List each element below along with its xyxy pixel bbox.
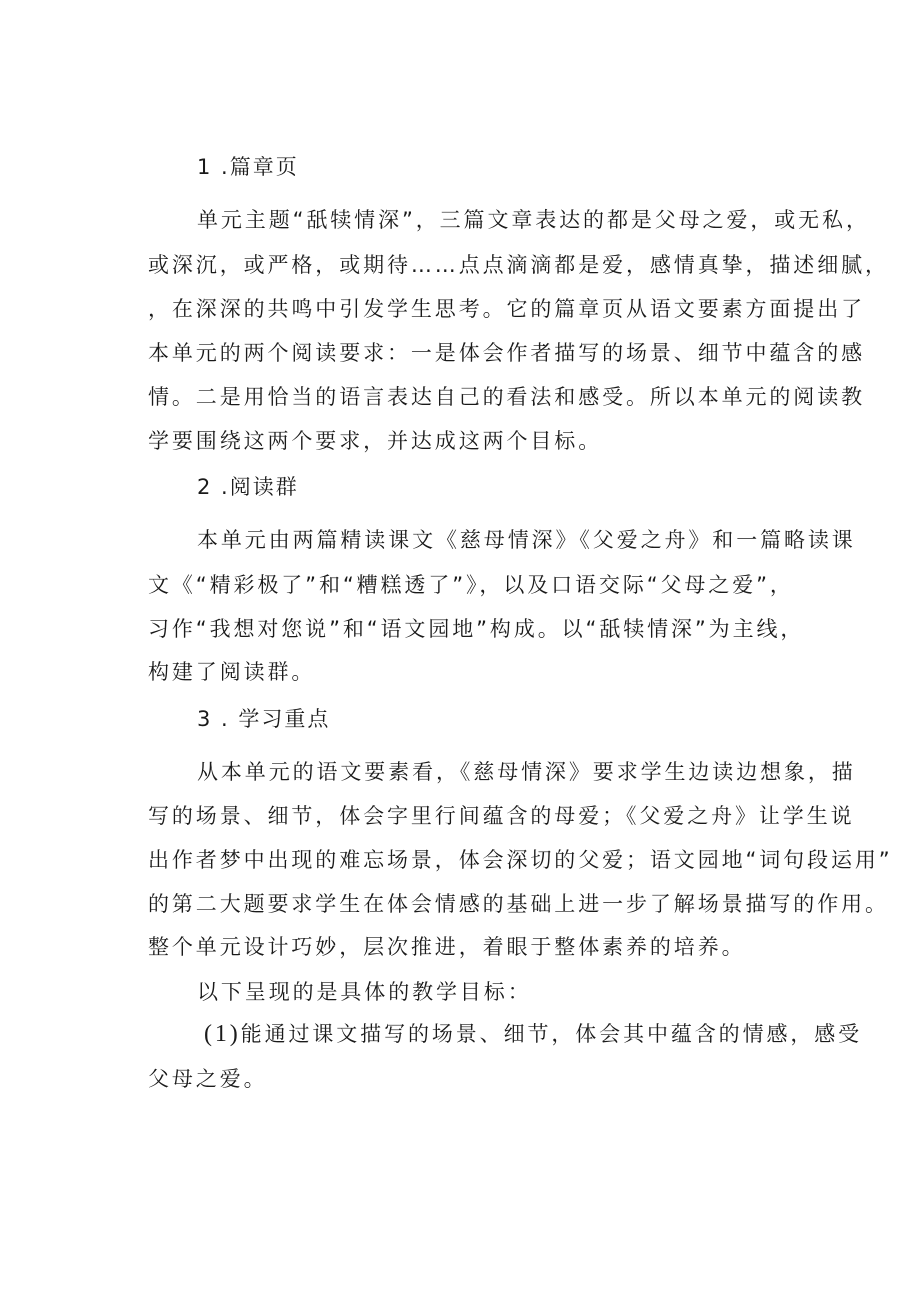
goals-intro: 以下呈现的是具体的教学目标： — [197, 980, 532, 1004]
paragraph-line: ，在深深的共鸣中引发学生思考。它的篇章页从语文要素方面提出了 — [148, 297, 865, 321]
paragraph-line: 从本单元的语文要素看，《慈母情深》要求学生边读边想象，描 — [197, 760, 856, 784]
paragraph-line: 构建了阅读群。 — [148, 660, 316, 684]
paragraph-line: 情。二是用恰当的语言表达自己的看法和感受。所以本单元的阅读教 — [148, 385, 865, 409]
paragraph-line: 文《“精彩极了”和“糟糕透了”》，以及口语交际“父母之爱”， — [148, 573, 794, 597]
paragraph-line: 写的场景、细节，体会字里行间蕴含的母爱；《父爱之舟》让学生说 — [148, 804, 855, 828]
goal-item-1-continuation: 父母之爱。 — [148, 1067, 268, 1091]
goal-item-1 — [204, 1019, 862, 1049]
section-heading-2: 2 .阅读群 — [197, 475, 299, 499]
paragraph-line: 的第二大题要求学生在体会情感的基础上进一步了解场景描写的作用。 — [148, 892, 889, 916]
section-heading-1: 1 .篇章页 — [197, 155, 299, 179]
section-heading-3: 3 . 学习重点 — [197, 707, 331, 731]
paragraph-line: 本单元的两个阅读要求：一是体会作者描写的场景、细节中蕴含的感 — [148, 341, 865, 365]
paragraph-line: 本单元由两篇精读课文《慈母情深》《父爱之舟》和一篇略读课 — [197, 528, 856, 552]
paragraph-line: 整个单元设计巧妙，层次推进，着眼于整体素养的培养。 — [148, 935, 746, 959]
paragraph-line: 习作“我想对您说”和“语文园地”构成。以“舐犊情深”为主线， — [148, 617, 805, 641]
paragraph-line: 单元主题“舐犊情深”，三篇文章表达的都是父母之爱，或无私， — [197, 208, 870, 232]
goal-number: (1) — [204, 1021, 241, 1047]
paragraph-line: 出作者梦中出现的难忘场景，体会深切的父爱；语文园地“词句段运用” — [148, 848, 893, 872]
paragraph-line: 或深沉，或严格，或期待……点点滴滴都是爱，感情真挚，描述细腻， — [148, 253, 889, 277]
paragraph-line: 学要围绕这两个要求，并达成这两个目标。 — [148, 429, 603, 453]
goal-text: 能通过课文描写的场景、细节，体会其中蕴含的情感，感受 — [240, 1022, 863, 1046]
